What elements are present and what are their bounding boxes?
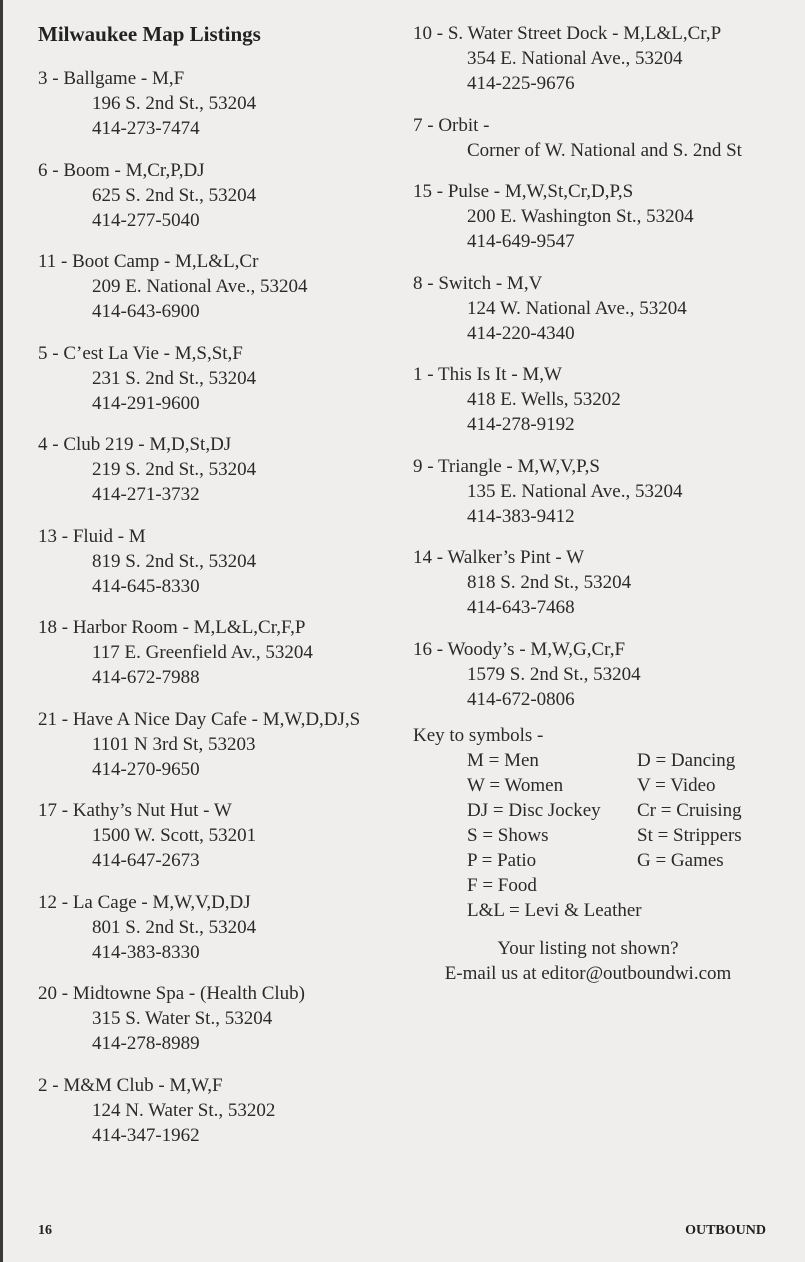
listing-address: 1101 N 3rd St, 53203 (92, 733, 256, 755)
page-number: 16 (38, 1223, 52, 1238)
key-heading: Key to symbols - (413, 724, 544, 746)
listing-phone: 414-672-7988 (92, 667, 200, 688)
listing-entry (413, 271, 798, 346)
listing-address: 1500 W. Scott, 53201 (92, 825, 257, 846)
symbol-key (413, 723, 798, 923)
listing-phone: 414-277-5040 (92, 209, 200, 231)
listing-entry (38, 707, 398, 782)
key-item (637, 873, 805, 898)
listing-entry (38, 981, 398, 1056)
notice-email[interactable]: E-mail us at editor@outboundwi.com (444, 962, 732, 984)
listing-entry (38, 524, 398, 599)
listing-phone: 414-383-9412 (467, 505, 575, 527)
listing-phone: 414-383-8330 (92, 941, 200, 963)
key-item: Cr = Cruising (637, 799, 742, 821)
listing-entry (38, 249, 398, 324)
listing-name: 16 - Woody’s - M,W,G,Cr,F (413, 638, 626, 660)
listing-address: 209 E. National Ave., 53204 (92, 276, 308, 297)
listing-address: 801 S. 2nd St., 53204 (92, 916, 257, 938)
listing-entry (413, 454, 798, 529)
listing-name: 14 - Walker’s Pint - W (413, 547, 585, 568)
key-item: S = Shows (467, 824, 549, 846)
listing-phone: 414-649-9547 (467, 231, 575, 252)
listing-entry (38, 158, 398, 233)
key-item: P = Patio (467, 849, 537, 871)
listing-address: 1579 S. 2nd St., 53204 (467, 663, 641, 685)
left-column (38, 21, 398, 1164)
listing-name: 4 - Club 219 - M,D,St,DJ (38, 434, 232, 455)
listing-address: 315 S. Water St., 53204 (92, 1008, 273, 1029)
listing-name: 12 - La Cage - M,W,V,D,DJ (38, 891, 251, 913)
key-item (637, 898, 805, 923)
listing-address: 625 S. 2nd St., 53204 (92, 184, 257, 206)
listing-address: Corner of W. National and S. 2nd St (467, 139, 742, 161)
listing-address: 418 E. Wells, 53202 (467, 389, 621, 410)
key-item: DJ = Disc Jockey (467, 799, 601, 821)
listing-entry (413, 113, 798, 163)
listing-phone: 414-647-2673 (92, 850, 200, 871)
listing-address: 196 S. 2nd St., 53204 (92, 93, 257, 114)
listing-address: 818 S. 2nd St., 53204 (467, 572, 632, 593)
listing-name: 3 - Ballgame - M,F (38, 68, 185, 89)
page-edge (0, 0, 3, 1262)
listing-name: 9 - Triangle - M,W,V,P,S (413, 455, 600, 477)
listing-entry (413, 637, 798, 712)
key-grid (413, 748, 798, 923)
listing-entry (38, 798, 398, 873)
listing-entry (38, 66, 398, 141)
listing-address: 231 S. 2nd St., 53204 (92, 367, 257, 389)
listing-phone: 414-225-9676 (467, 73, 575, 94)
listing-name: 20 - Midtowne Spa - (Health Club) (38, 983, 306, 1004)
listing-address: 819 S. 2nd St., 53204 (92, 550, 257, 572)
listing-name: 15 - Pulse - M,W,St,Cr,D,P,S (413, 181, 634, 202)
listing-entry (38, 341, 398, 416)
listing-phone: 414-270-9650 (92, 758, 200, 780)
listing-name: 13 - Fluid - M (38, 525, 146, 547)
listing-phone: 414-347-1962 (92, 1124, 200, 1146)
key-item: D = Dancing (637, 749, 736, 771)
right-listings (413, 21, 798, 712)
listing-phone: 414-291-9600 (92, 392, 200, 414)
listing-address: 200 E. Washington St., 53204 (467, 206, 694, 227)
listing-name: 8 - Switch - M,V (413, 272, 543, 294)
listing-name: 1 - This Is It - M,W (413, 364, 562, 385)
listing-name: 2 - M&M Club - M,W,F (38, 1074, 223, 1096)
page-title: Milwaukee Map Listings (38, 22, 261, 46)
listing-address: 124 W. National Ave., 53204 (467, 297, 687, 319)
notice-line-1: Your listing not shown? (497, 937, 679, 959)
listing-entry (38, 432, 398, 507)
listing-name: 5 - C’est La Vie - M,S,St,F (38, 342, 243, 364)
listing-phone: 414-643-6900 (92, 301, 200, 322)
listing-phone: 414-278-8989 (92, 1033, 200, 1054)
listing-phone: 414-672-0806 (467, 688, 575, 710)
listing-address: 124 N. Water St., 53202 (92, 1099, 276, 1121)
listing-name: 7 - Orbit - (413, 114, 490, 136)
listing-phone: 414-220-4340 (467, 322, 575, 344)
listing-name: 10 - S. Water Street Dock - M,L&L,Cr,P (413, 23, 722, 44)
key-item: W = Women (467, 774, 564, 796)
key-item: F = Food (467, 874, 537, 896)
listing-name: 11 - Boot Camp - M,L&L,Cr (38, 251, 259, 272)
key-item: St = Strippers (637, 824, 742, 846)
key-item: V = Video (637, 774, 716, 796)
listing-entry (38, 615, 398, 690)
listing-phone: 414-273-7474 (92, 118, 200, 139)
right-column (413, 21, 798, 986)
key-item: G = Games (637, 849, 724, 871)
listing-entry (413, 545, 798, 620)
listing-name: 21 - Have A Nice Day Cafe - M,W,D,DJ,S (38, 708, 361, 730)
listing-address: 219 S. 2nd St., 53204 (92, 459, 257, 480)
key-item: M = Men (467, 749, 539, 771)
listing-phone: 414-271-3732 (92, 484, 200, 505)
listing-notice (413, 936, 763, 986)
listing-name: 17 - Kathy’s Nut Hut - W (38, 800, 232, 821)
publication-name: OUTBOUND (685, 1223, 766, 1238)
listing-address: 135 E. National Ave., 53204 (467, 480, 683, 502)
listing-address: 117 E. Greenfield Av., 53204 (92, 642, 313, 663)
left-listings (38, 66, 398, 1148)
key-item: L&L = Levi & Leather (467, 899, 642, 921)
listing-entry (38, 890, 398, 965)
listing-entry (413, 362, 798, 437)
listing-name: 18 - Harbor Room - M,L&L,Cr,F,P (38, 617, 306, 638)
listing-name: 6 - Boom - M,Cr,P,DJ (38, 159, 205, 181)
listing-phone: 414-645-8330 (92, 575, 200, 597)
listing-address: 354 E. National Ave., 53204 (467, 48, 683, 69)
listing-phone: 414-278-9192 (467, 414, 575, 435)
listing-entry (38, 1073, 398, 1148)
listing-entry (413, 21, 798, 96)
listing-entry (413, 179, 798, 254)
listing-phone: 414-643-7468 (467, 597, 575, 618)
